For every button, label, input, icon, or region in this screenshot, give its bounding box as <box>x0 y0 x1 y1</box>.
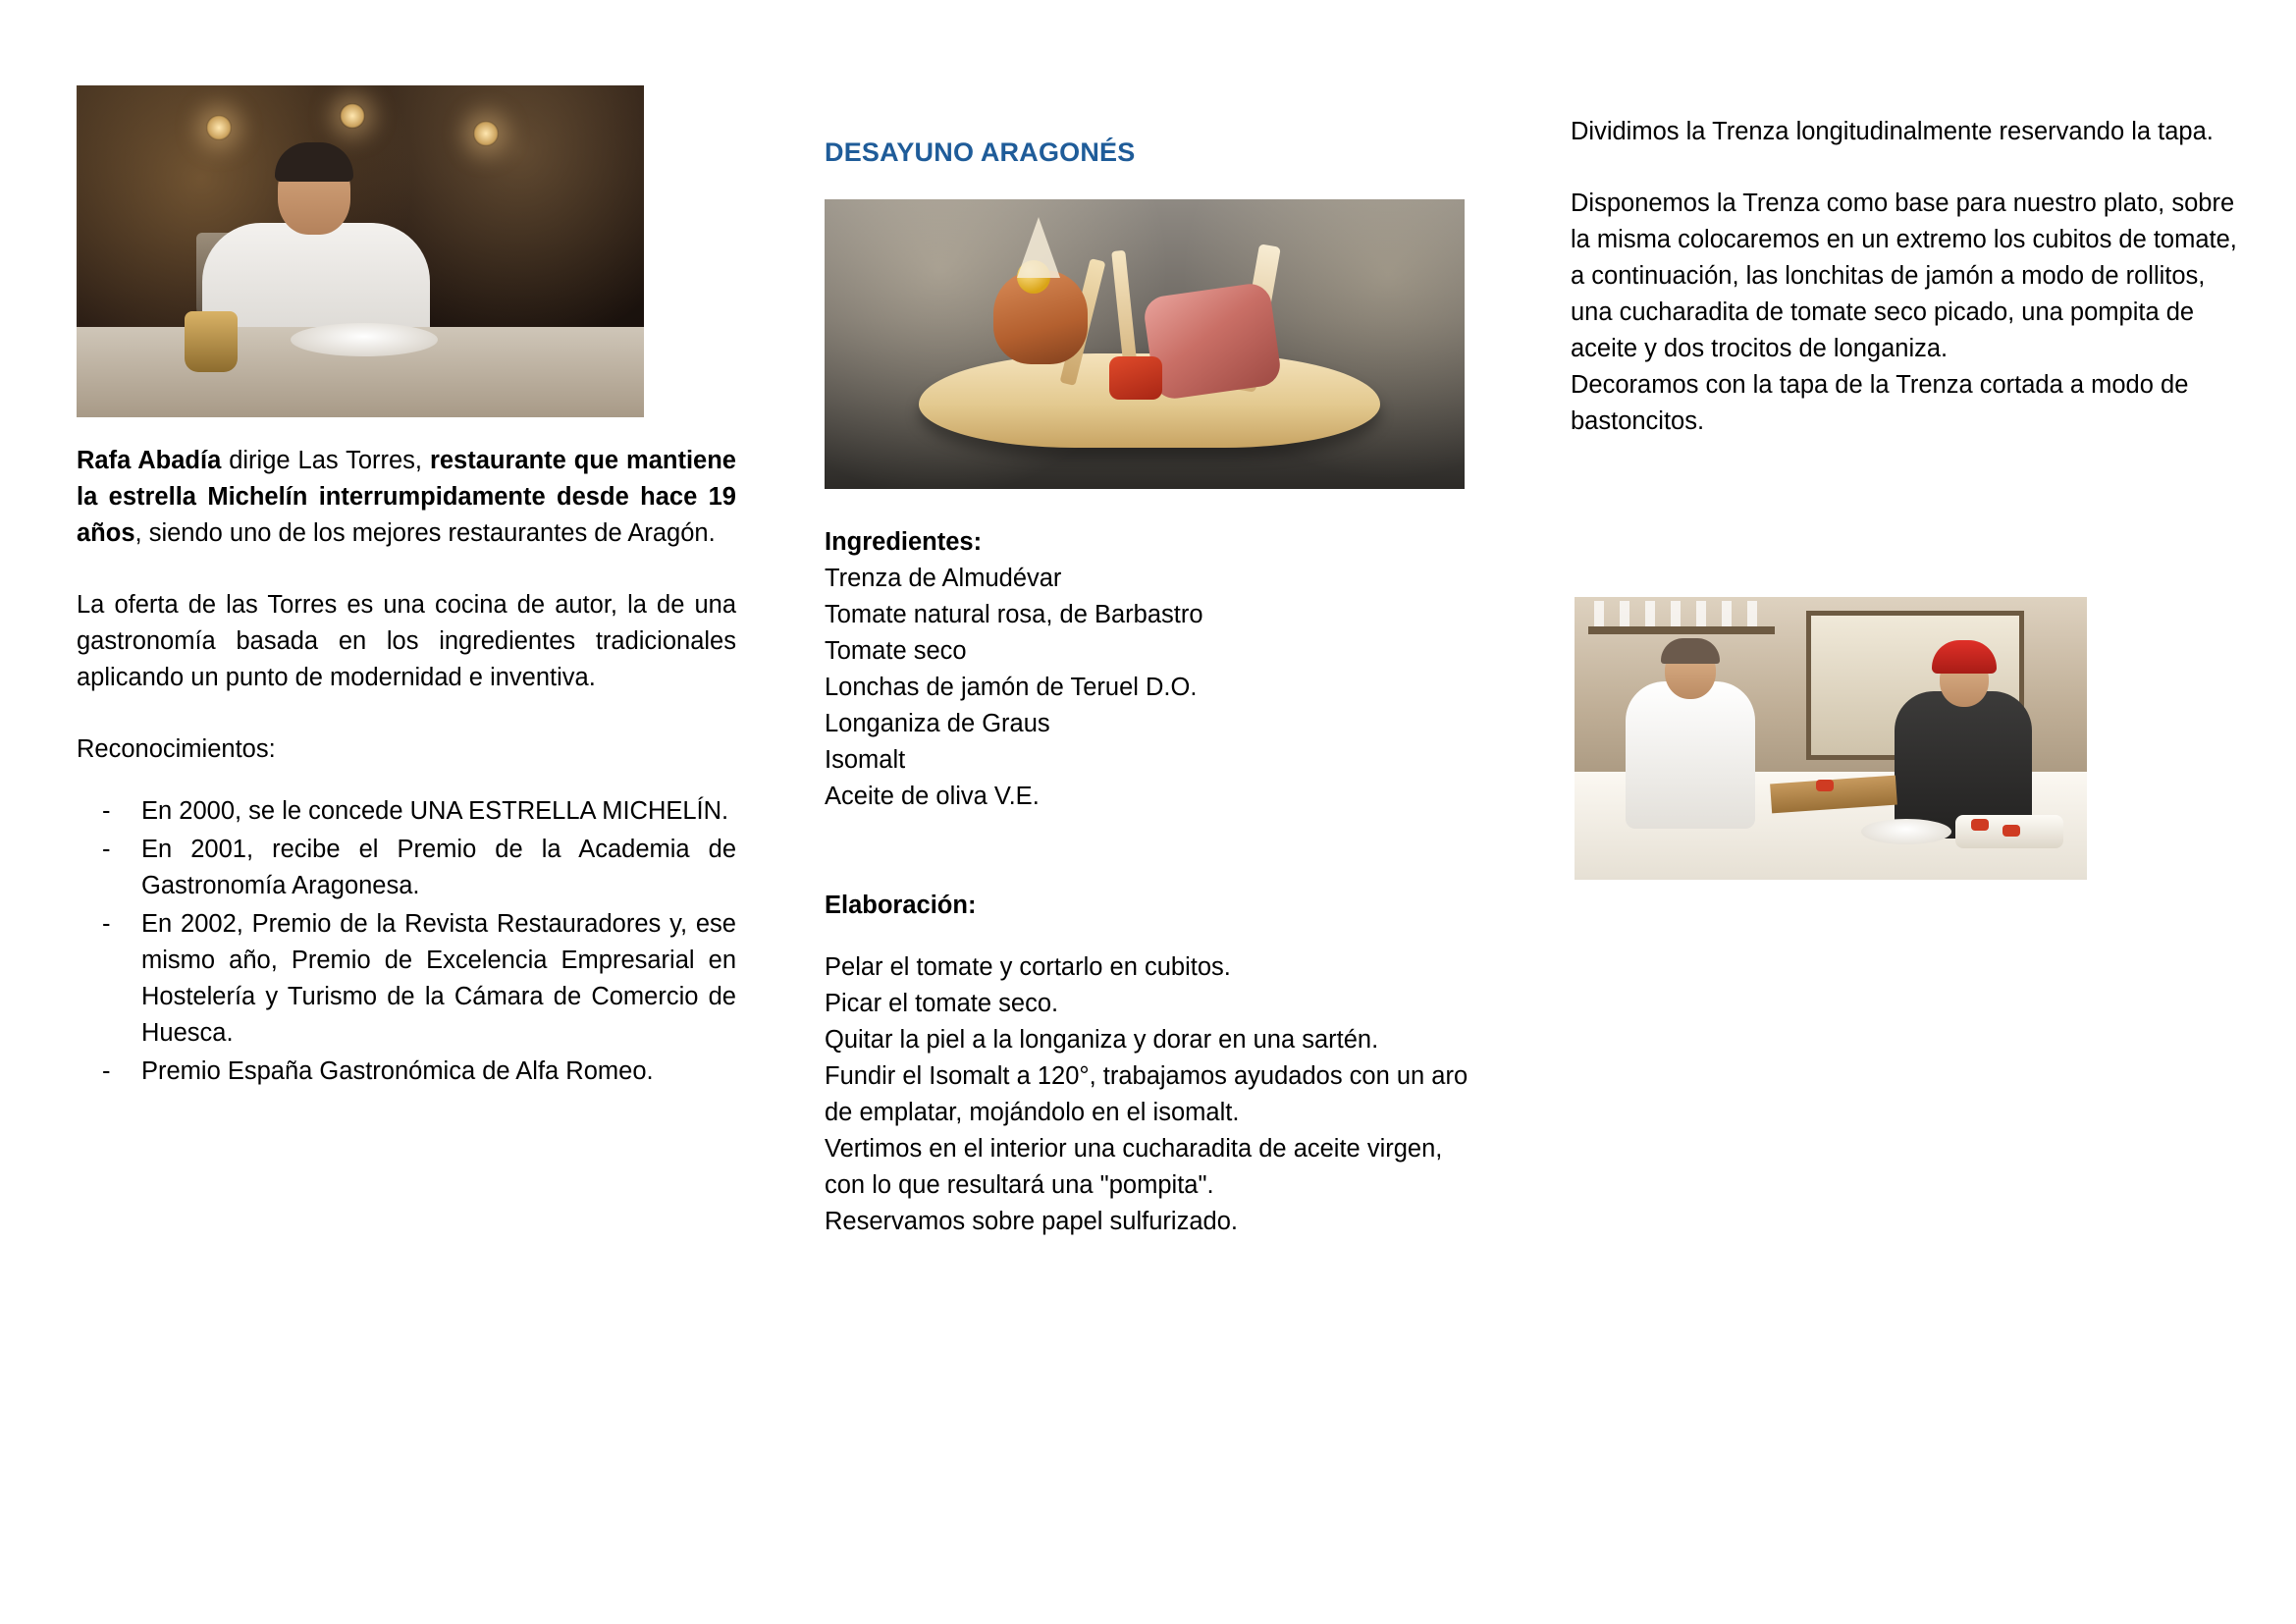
ingredient-item: Aceite de oliva V.E. <box>825 782 1040 810</box>
award-text: En 2000, se le concede UNA ESTRELLA MICHELÍN. <box>141 796 729 825</box>
award-text: En 2002, Premio de la Revista Restauradores y, ese mismo año, Premio de Excelencia Empresarial en Hostelería y Turismo de la Cámara de Comercio de Huesca. <box>141 909 736 1047</box>
elaboration-label: Elaboración: <box>825 891 977 919</box>
chef-intro-bold2: restaurante que mantiene la estrella Michelín interrumpidamente desde hace 19 años <box>77 447 736 547</box>
bullet-dash: - <box>102 909 111 938</box>
tomato-piece <box>2002 825 2020 837</box>
awards-list <box>77 793 736 1090</box>
list-item <box>77 1054 736 1090</box>
ingredients-label: Ingredientes: <box>825 528 983 556</box>
list-item <box>77 832 736 904</box>
bullet-dash: - <box>102 796 111 825</box>
ingredient-item: Longaniza de Graus <box>825 709 1050 737</box>
chef-white-jacket <box>1626 681 1755 829</box>
instruction-paragraph-3: Decoramos con la tapa de la Trenza cortada a modo de bastoncitos. <box>1571 370 2189 435</box>
chef-intro-part3: , siendo uno de los mejores restaurantes de Aragón. <box>134 518 716 547</box>
elaboration-step: Pelar el tomate y cortarlo en cubitos. <box>825 952 1231 981</box>
photo-kitchen-team <box>1575 597 2087 880</box>
award-text: Premio España Gastronómica de Alfa Romeo. <box>141 1056 654 1085</box>
elaboration-step: Reservamos sobre papel sulfurizado. <box>825 1207 1238 1235</box>
right-column <box>1571 0 2248 880</box>
ingredient-item: Tomate natural rosa, de Barbastro <box>825 600 1203 628</box>
lamp-icon <box>473 121 499 146</box>
tomato-cube <box>1109 356 1162 400</box>
elaboration-step: Quitar la piel a la longaniza y dorar en una sartén. <box>825 1025 1379 1054</box>
golden-cup <box>185 311 238 372</box>
shelf <box>1588 626 1775 634</box>
page-title: DESAYUNO ARAGONÉS <box>825 137 1136 167</box>
ingredient-item: Isomalt <box>825 745 906 774</box>
middle-column <box>825 0 1472 1239</box>
isomalt-spike <box>1017 217 1060 278</box>
tomato-piece <box>1971 819 1989 831</box>
photo-chef-portrait <box>77 85 644 417</box>
plate <box>291 323 438 356</box>
left-column <box>77 0 736 1092</box>
award-text: En 2001, recibe el Premio de la Academia de Gastronomía Aragonesa. <box>141 835 736 899</box>
bullet-dash: - <box>102 1056 111 1085</box>
chef-intro-paragraph <box>77 443 736 552</box>
lamp-icon <box>340 103 365 129</box>
ingredient-item: Trenza de Almudévar <box>825 564 1062 592</box>
glassware-row <box>1594 601 1771 626</box>
bullet-dash: - <box>102 835 111 863</box>
photo-dish <box>825 199 1465 489</box>
tomato-piece <box>1816 780 1834 791</box>
offer-paragraph: La oferta de las Torres es una cocina de autor, la de una gastronomía basada en los ingredientes tradicionales aplicando un punto de modernidad e inventiva. <box>77 590 736 691</box>
chef-name: Rafa Abadía <box>77 447 222 474</box>
right-text-block <box>1571 114 2248 440</box>
ingredient-item: Lonchas de jamón de Teruel D.O. <box>825 673 1198 701</box>
plate <box>1861 819 1951 844</box>
instruction-paragraph-2: Disponemos la Trenza como base para nuestro plato, sobre la misma colocaremos en un extremo los cubitos de tomate, a continuación, las lonchitas de jamón a modo de rollitos, una cucharadita de tomate seco picado, una pompita de aceite y dos trocitos de longaniza. <box>1571 189 2237 362</box>
lamp-icon <box>206 115 232 140</box>
elaboration-step: Vertimos en el interior una cucharadita de aceite virgen, con lo que resultará una "pompita". <box>825 1134 1443 1199</box>
list-item <box>77 793 736 830</box>
chef-intro-part1: dirige Las Torres, <box>221 447 430 474</box>
list-item <box>77 906 736 1052</box>
instruction-paragraph-1: Dividimos la Trenza longitudinalmente reservando la tapa. <box>1571 118 2214 145</box>
elaboration-step: Fundir el Isomalt a 120°, trabajamos ayudados con un aro de emplatar, mojándolo en el isomalt. <box>825 1061 1468 1126</box>
ham-slices <box>1142 281 1282 401</box>
recognitions-label: Reconocimientos: <box>77 734 276 763</box>
ingredient-item: Tomate seco <box>825 636 967 665</box>
elaboration-step: Picar el tomate seco. <box>825 989 1059 1017</box>
